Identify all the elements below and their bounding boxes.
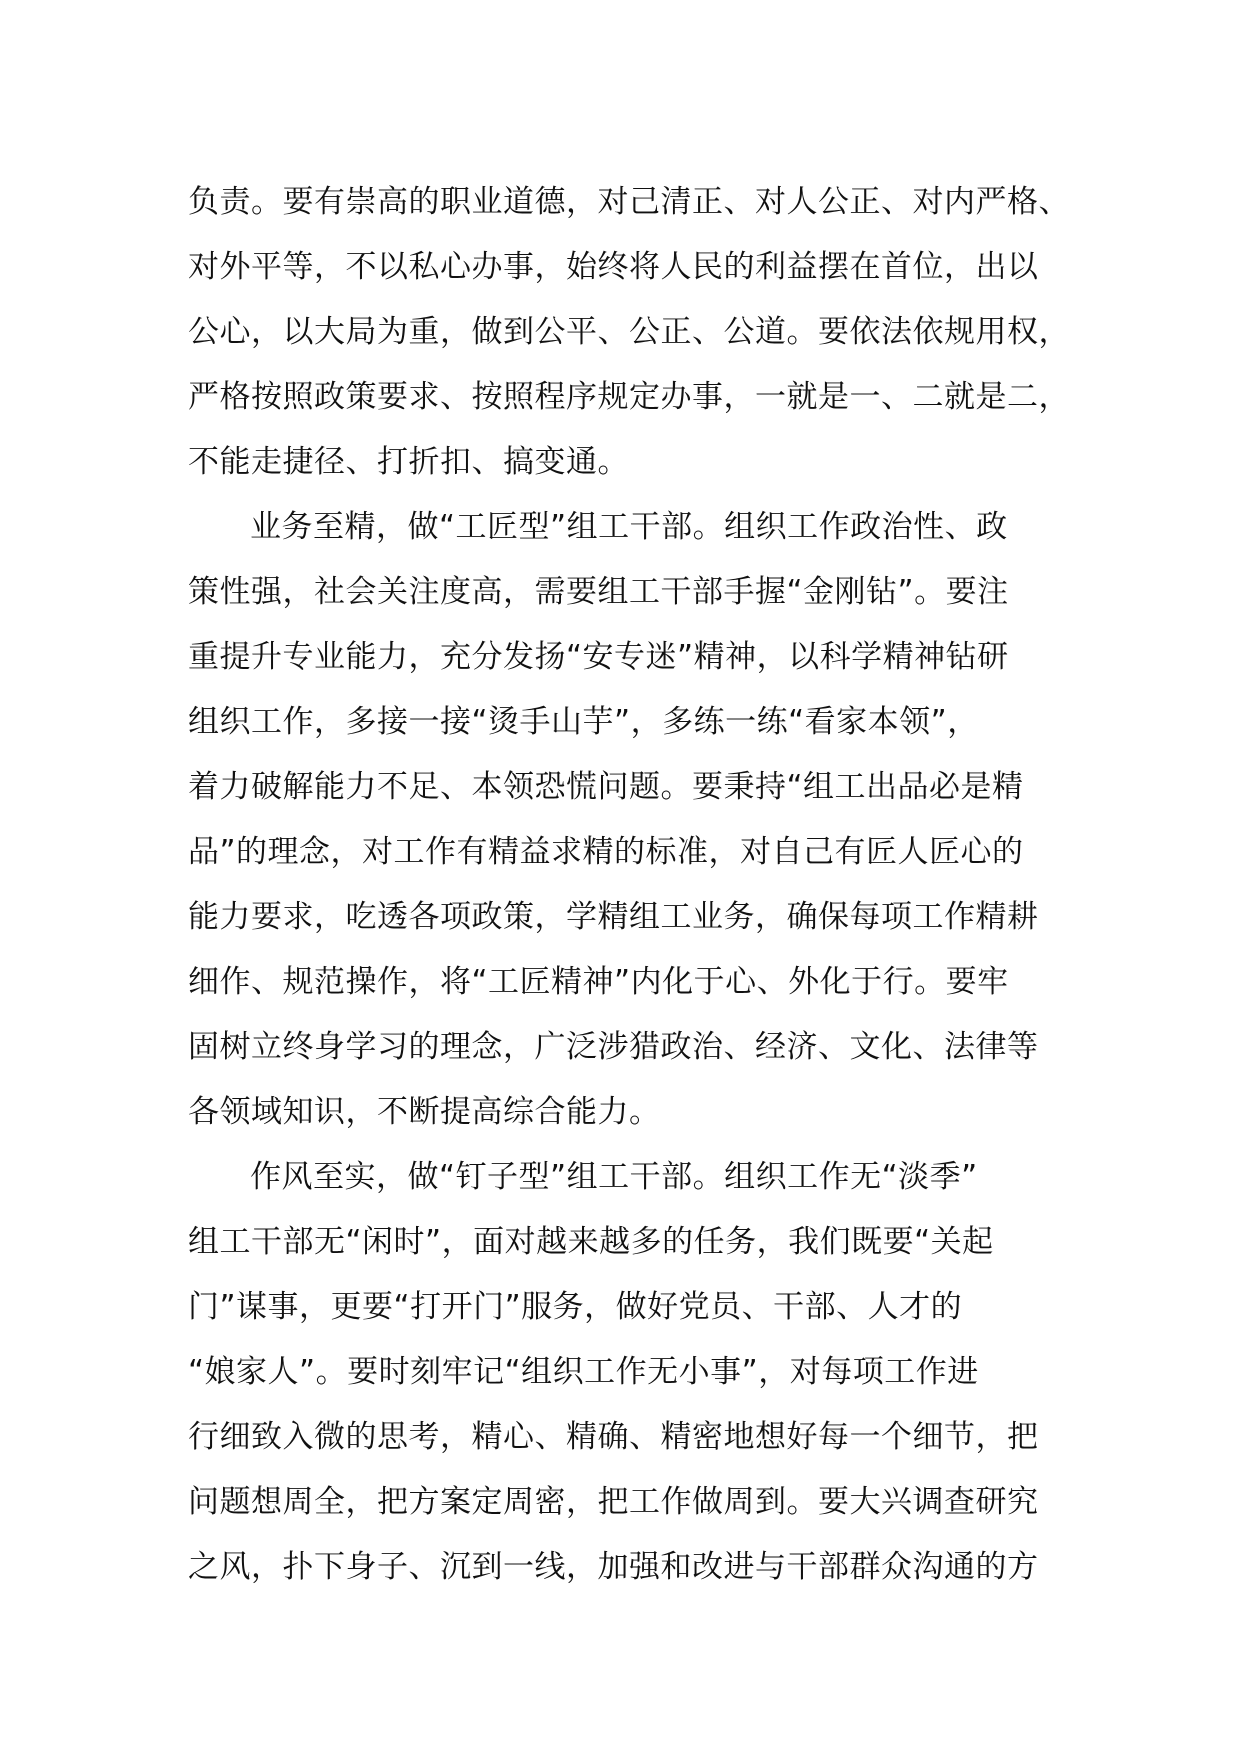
body-text: [188, 170, 1088, 1600]
text-line: “娘家人”。要时刻牢记“组织工作无小事”，对每项工作进: [188, 1354, 979, 1390]
text-line: 各领域知识，不断提高综合能力。: [188, 1094, 661, 1130]
text-line: 固树立终身学习的理念，广泛涉猎政治、经济、文化、法律等: [188, 1029, 1039, 1065]
text-line: 策性强，社会关注度高，需要组工干部手握“金刚钻”。要注: [188, 574, 1009, 610]
text-line: 之风，扑下身子、沉到一线，加强和改进与干部群众沟通的方: [188, 1549, 1039, 1585]
text-line: 严格按照政策要求、按照程序规定办事，一就是一、二就是二，: [188, 379, 1070, 415]
text-line: 负责。要有崇高的职业道德，对己清正、对人公正、对内严格、: [188, 184, 1070, 220]
text-line: 组工干部无“闲时”，面对越来越多的任务，我们既要“关起: [188, 1224, 994, 1260]
text-line: 不能走捷径、打折扣、搞变通。: [188, 444, 629, 480]
paragraph-heading-line: 作风至实，做“钉子型”组工干部。组织工作无“淡季”: [250, 1159, 978, 1195]
text-line: 行细致入微的思考，精心、精确、精密地想好每一个细节，把: [188, 1419, 1039, 1455]
text-line: 组织工作，多接一接“烫手山芋”，多练一练“看家本领”，: [188, 704, 979, 740]
text-line: 细作、规范操作，将“工匠精神”内化于心、外化于行。要牢: [188, 964, 1009, 1000]
text-line: 公心，以大局为重，做到公平、公正、公道。要依法依规用权，: [188, 314, 1070, 350]
text-line: 门”谋事，更要“打开门”服务，做好党员、干部、人才的: [188, 1289, 963, 1325]
text-line: 问题想周全，把方案定周密，把工作做周到。要大兴调查研究: [188, 1484, 1039, 1520]
text-line: 能力要求，吃透各项政策，学精组工业务，确保每项工作精耕: [188, 899, 1039, 935]
text-line: 着力破解能力不足、本领恐慌问题。要秉持“组工出品必是精: [188, 769, 1024, 805]
text-line: 品”的理念，对工作有精益求精的标准，对自己有匠人匠心的: [188, 834, 1024, 870]
paragraph-heading-line: 业务至精，做“工匠型”组工干部。组织工作政治性、政: [250, 509, 1008, 545]
text-line: 重提升专业能力，充分发扬“安专迷”精神，以科学精神钻研: [188, 639, 1009, 675]
text-line: 对外平等，不以私心办事，始终将人民的利益摆在首位，出以: [188, 249, 1039, 285]
